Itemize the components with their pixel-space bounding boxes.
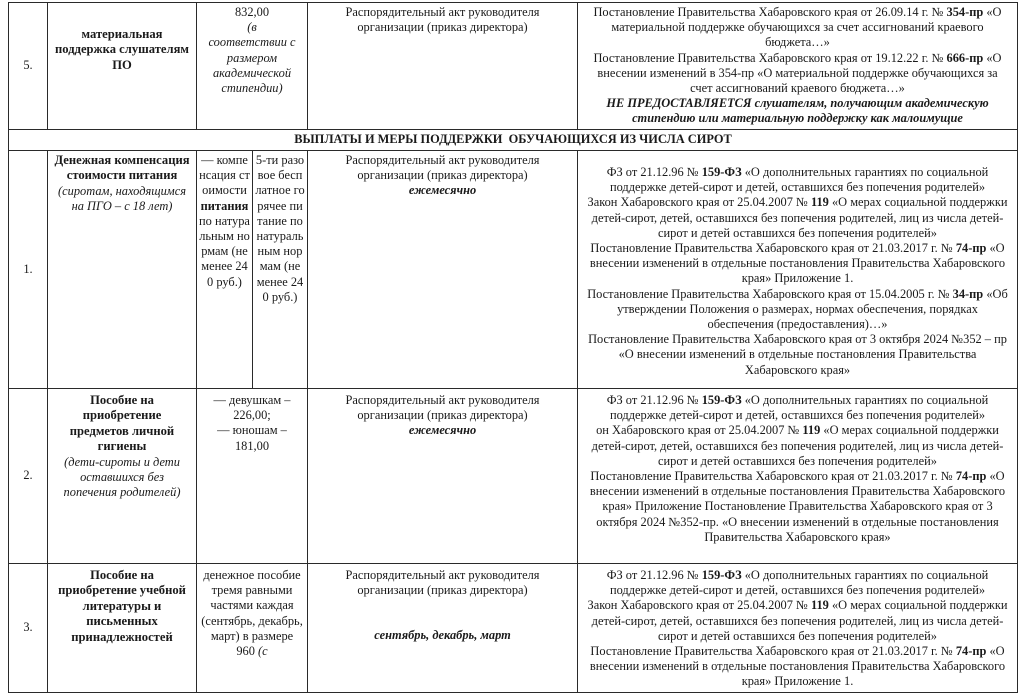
benefit-name-cell	[48, 564, 197, 693]
procedure-text: Распорядительный акт руководителя организации (приказ директора)	[345, 568, 540, 598]
amount-keyword: питания	[200, 198, 249, 213]
table-row-2	[9, 389, 1018, 564]
frequency: ежемесячно	[408, 423, 477, 438]
law-number: 74-пр	[955, 644, 987, 659]
law-title: «О дополнительных гарантиях по социальной поддержке детей-сирот и детей, оставшихся без попечения родителей»	[609, 393, 989, 423]
amount-value: 226,00;	[233, 408, 271, 423]
amount-meals-cell	[253, 151, 308, 389]
row-number: 2.	[9, 389, 48, 564]
law-title: «О материальной поддержке обучающихся за счет ассигнований краевого бюджета…»	[611, 5, 1002, 50]
benefit-name: Пособие на приобретение предметов личной гигиены	[69, 393, 175, 454]
law-number: 119	[810, 195, 829, 210]
law-item	[586, 568, 1009, 598]
law-text: ФЗ от 21.12.96 №	[606, 568, 702, 582]
law-number: 74-пр	[955, 469, 987, 484]
law-item	[582, 423, 1013, 469]
legal-basis-cell	[578, 151, 1018, 389]
law-number: 74-пр	[955, 241, 987, 256]
procedure-cell	[308, 564, 578, 693]
amount-text-rest: по натуральным нормам (не менее 240 руб.)	[199, 213, 250, 289]
law-text: Постановление Правительства Хабаровского края от 19.12.22 г. №	[593, 50, 947, 65]
amount-value: 181,00	[234, 438, 270, 453]
law-item	[586, 598, 1009, 644]
law-number: 159-ФЗ	[701, 393, 742, 407]
row-number: 5.	[9, 3, 48, 130]
procedure-text: Распорядительный акт руководителя организации (приказ директора)	[345, 153, 540, 183]
law-number: 34-пр	[952, 286, 984, 301]
law-item	[586, 644, 1009, 690]
amount-text: — компенсация стоимости	[199, 153, 250, 198]
table-row-3	[9, 564, 1018, 693]
procedure-cell	[308, 151, 578, 389]
amount-compensation-cell	[197, 151, 253, 389]
amount-text: денежное пособие тремя равными частями каждая (сентябрь, декабрь, март) в размере 960	[201, 568, 303, 659]
law-text: он Хабаровского края от 25.04.2007 №	[596, 423, 803, 438]
law-title: «О мерах социальной поддержки детей-сирот, детей, оставшихся без попечения родителей, лиц из числа детей-сирот и детей оставшихся без попечения родителей»	[591, 598, 1008, 643]
law-number: 159-ФЗ	[701, 568, 742, 582]
procedure-cell	[308, 3, 578, 130]
legal-basis-cell	[578, 3, 1018, 130]
amount-cell	[197, 389, 308, 564]
section-header-row	[9, 130, 1018, 151]
amount-note: (в соответствии с размером академической стипендии)	[208, 20, 296, 96]
law-item	[586, 241, 1009, 287]
amount-cell	[197, 3, 308, 130]
restriction-note	[586, 96, 1009, 126]
law-title: «О внесении изменений в 354-пр «О материальной поддержке обучающихся за счет ассигнований краевого бюджета…»	[597, 50, 1002, 96]
law-text: ФЗ от 21.12.96 №	[606, 165, 702, 179]
frequency: сентябрь, декабрь, март	[374, 628, 511, 643]
table-row-1	[9, 151, 1018, 389]
benefit-name-note: (дети-сироты и дети оставшихся без попечения родителей)	[63, 454, 181, 500]
law-title: «О дополнительных гарантиях по социальной поддержке детей-сирот и детей, оставшихся без попечения родителей»	[609, 165, 989, 195]
law-title: «О внесении изменений в отдельные постановления Правительства Хабаровского края» Приложение Постановление Правительства Хабаровского края от 3 октября 2024 №352-пр. «О внесении изменений в отдельные постановления Правительства Хабаровского края»	[589, 469, 1006, 544]
law-text: Закон Хабаровского края от 25.04.2007 №	[587, 195, 811, 210]
frequency: ежемесячно	[408, 183, 477, 198]
procedure-text: Распорядительный акт руководителя организации (приказ директора)	[345, 393, 540, 423]
law-item	[586, 195, 1009, 241]
benefits-table	[8, 2, 1018, 693]
benefit-name-cell	[48, 3, 197, 130]
legal-basis-cell	[578, 564, 1018, 693]
law-title: «О внесении изменений в отдельные постановления Правительства Хабаровского края» Приложение 1.	[589, 644, 1006, 689]
law-text: Постановление Правительства Хабаровского края от 3 октября 2024 №352 – пр «О внесении изменений в отдельные постановления Правительства Хабаровского края»	[588, 332, 1007, 377]
law-text: Закон Хабаровского края от 25.04.2007 №	[587, 598, 811, 613]
amount-cell	[197, 564, 308, 693]
row-number: 3.	[9, 564, 48, 693]
law-title: «О дополнительных гарантиях по социальной поддержке детей-сирот и детей, оставшихся без попечения родителей»	[609, 568, 989, 598]
law-number: 666-пр	[946, 50, 984, 65]
law-text: ФЗ от 21.12.96 №	[606, 393, 702, 407]
law-number: 119	[802, 423, 821, 438]
law-text: Постановление Правительства Хабаровского края от 21.03.2017 г. №	[590, 241, 956, 256]
amount-note: (с	[258, 644, 268, 659]
legal-basis-cell	[578, 389, 1018, 564]
amount-meals-text: 5-ти разовое бесплатное горячее питание по натуральным нормам (не менее 240 руб.)	[255, 153, 305, 304]
row-number: 1.	[9, 151, 48, 389]
law-text: Постановление Правительства Хабаровского края от 21.03.2017 г. №	[590, 644, 956, 659]
table-row-5	[9, 3, 1018, 130]
law-item	[586, 5, 1009, 51]
procedure-cell	[308, 389, 578, 564]
law-item	[582, 469, 1013, 545]
law-text: Постановление Правительства Хабаровского края от 26.09.14 г. №	[593, 5, 947, 19]
law-text: Постановление Правительства Хабаровского края от 21.03.2017 г. №	[590, 469, 956, 484]
benefit-name: Денежная компенсация стоимости питания	[54, 153, 190, 183]
law-item	[586, 51, 1009, 97]
amount-line: — девушкам –	[213, 393, 291, 407]
law-item	[586, 165, 1009, 195]
benefit-name: материальная поддержка слушателям ПО	[55, 27, 189, 72]
law-item	[586, 332, 1009, 378]
law-title: «О внесении изменений в отдельные постановления Правительства Хабаровского края» Приложение 1.	[589, 241, 1006, 286]
law-text: Постановление Правительства Хабаровского края от 15.04.2005 г. №	[587, 286, 953, 301]
restriction-text: слушателям, получающим академическую стипендию или материальную поддержку как малоимущие	[632, 96, 989, 126]
amount-line: — юношам –	[217, 423, 287, 438]
section-header: ВЫПЛАТЫ И МЕРЫ ПОДДЕРЖКИ ОБУЧАЮЩИХСЯ ИЗ ЧИСЛА СИРОТ	[9, 130, 1018, 151]
law-title: «О мерах социальной поддержки детей-сирот, детей, оставшихся без попечения родителей, лиц из числа детей-сирот и детей оставшихся без попечения родителей»	[591, 423, 1004, 468]
law-number: 159-ФЗ	[701, 165, 742, 179]
benefit-name-cell	[48, 151, 197, 389]
benefit-name: Пособие на приобретение учебной литературы и письменных принадлежностей	[58, 568, 186, 644]
law-title: «О мерах социальной поддержки детей-сирот, детей, оставшихся без попечения родителей, лиц из числа детей-сирот и детей оставшихся без попечения родителей»	[591, 195, 1008, 240]
law-item	[586, 287, 1009, 333]
law-item	[582, 393, 1013, 423]
benefit-name-cell	[48, 389, 197, 564]
restriction-keyword: НЕ ПРЕДОСТАВЛЯЕТСЯ	[606, 96, 752, 111]
law-number: 354-пр	[946, 5, 984, 19]
benefit-name-note: (сиротам, находящимся на ПГО – с 18 лет)	[58, 183, 186, 214]
law-title: «Об утверждении Положения о размерах, нормах обеспечения, порядках обеспечения (предоставления)…»	[617, 286, 1008, 332]
law-number: 119	[810, 598, 829, 613]
procedure-text: Распорядительный акт руководителя организации (приказ директора)	[345, 5, 540, 35]
amount-value: 832,00	[234, 5, 270, 19]
